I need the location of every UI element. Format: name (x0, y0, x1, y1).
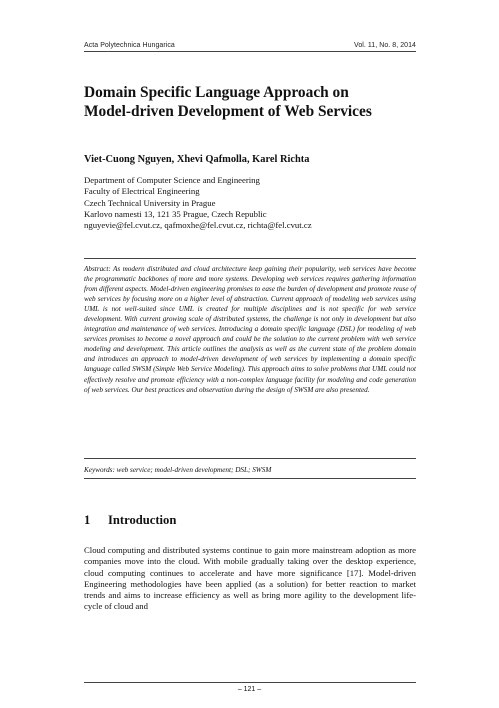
author-list: Viet-Cuong Nguyen, Xhevi Qafmolla, Karel Richta (84, 154, 310, 165)
affiliation-line: Faculty of Electrical Engineering (84, 186, 200, 197)
affiliation-line: Czech Technical University in Prague (84, 197, 216, 208)
section-title: Introduction (108, 513, 177, 527)
section-heading (84, 513, 176, 528)
abstract-text: Abstract: As modern distributed and cloud architecture keep gaining their popularity, web services have become the programmatic backbones of more and more systems. Developing web services requires gathering information from different aspects. Model-driven engineering promises to ease the burden of development and promote reuse of web services by focusing more on a higher level of abstraction. Current approach of modeling web services using UML is not well-suited since UML is created for multiple disciplines and is not specific for web service development. With current growing scale of distributed systems, the challenge is not only in development but also integration and maintenance of web services. Introducing a domain specific language (DSL) for modeling of web services promises to become a novel approach and could be the solution to the current problem with web service modeling and development. This article outlines the analysis as well as the current state of the problem domain and introduces an approach to model-driven development of web services by implementing a domain specific language called SWSM (Simple Web Service Modeling). This approach aims to solve problems that UML could not effectively resolve and promote efficiency with a non-complex language facility for modeling and code generation of web services. Our best practices and observation during the design of SWSM are also presented. (84, 265, 416, 394)
keywords-line: Keywords: web service; model-driven development; DSL; SWSM (84, 466, 272, 474)
page-number: – 121 – (237, 686, 262, 693)
keywords-bottom-rule (84, 478, 416, 479)
volume-info: Vol. 11, No. 8, 2014 (354, 42, 416, 49)
paper-title (84, 84, 416, 121)
title-line: Model-driven Development of Web Services (84, 102, 372, 120)
running-header (84, 36, 416, 50)
introduction-paragraph: Cloud computing and distributed systems continue to gain more mainstream adoption as more companies move into the cloud. With mobile gradually taking over the desktop experience, cloud computing continues to accelerate and have more significance [17]. Model-driven Engineering methodologies have been applied (as a solution) for better reaction to market trends and aims to increase efficiency as well as bring more agility to the development life-cycle of cloud and (84, 545, 416, 612)
section-number: 1 (84, 513, 91, 527)
affiliation-line: Karlovo namesti 13, 121 35 Prague, Czech Republic (84, 208, 267, 219)
header-rule (84, 51, 416, 52)
journal-name: Acta Polytechnica Hungarica (84, 42, 175, 49)
author-emails: nguyevie@fel.cvut.cz, qafmoxhe@fel.cvut.cz, richta@fel.cvut.cz (84, 220, 312, 231)
affiliation-line: Department of Computer Science and Engineering (84, 175, 260, 185)
affiliation-block (84, 175, 312, 231)
title-line: Domain Specific Language Approach on (84, 84, 349, 101)
abstract-top-rule (84, 258, 416, 259)
abstract-middle-rule (84, 458, 416, 459)
footer-rule (84, 682, 416, 683)
